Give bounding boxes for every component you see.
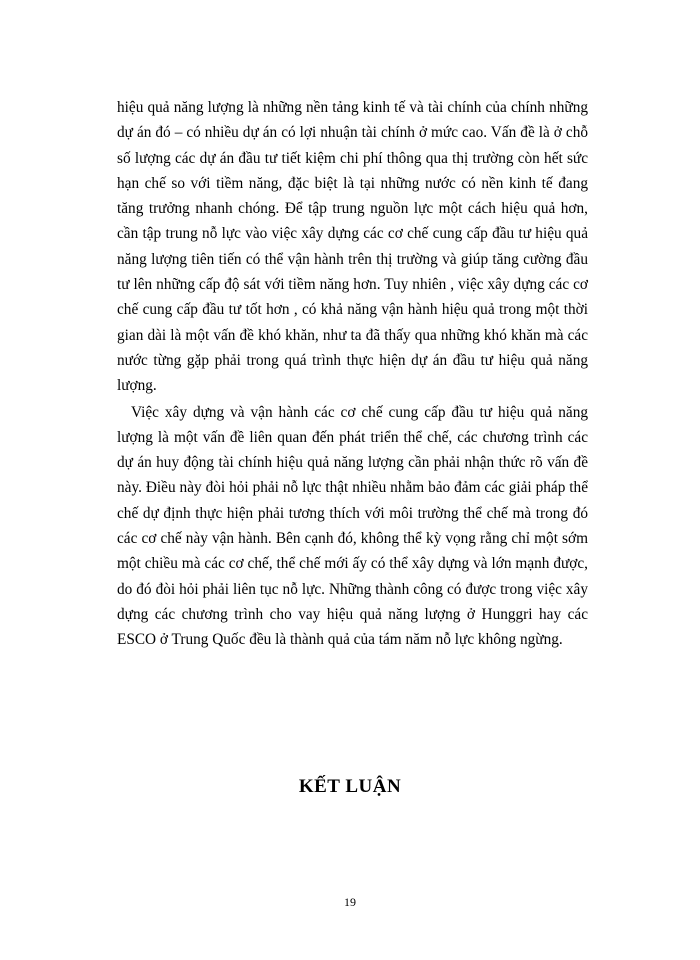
section-heading-conclusion: KẾT LUẬN xyxy=(298,776,402,797)
paragraph-institutional-development: Việc xây dựng và vận hành các cơ chế cung cấp đầu tư hiệu quả năng lượng là một vấn đề liên quan đến phát triển thể chế, các chương trình các dự án huy động tài chính hiệu quả năng lượng cần phải nhận thức rõ vấn đề này. Điều này đòi hỏi phải nỗ lực thật nhiều nhằm bảo đảm các giải pháp thể chế dự định thực hiện phải tương thích với môi trường thể chế mà trong đó các cơ chế này vận hành. Bên cạnh đó, không thể kỳ vọng rằng chỉ một sớm một chiều mà các cơ chế, thể chế mới ấy có thể xây dựng và lớn mạnh được, do đó đòi hỏi phải liên tục nỗ lực. Những thành công có được trong việc xây dựng các chương trình cho vay hiệu quả năng lượng ở Hunggri hay các ESCO ở Trung Quốc đều là thành quả của tám năm nỗ lực không ngừng. xyxy=(117,403,588,649)
page-number: 19 xyxy=(344,895,356,909)
paragraph-continuation: hiệu quả năng lượng là những nền tảng kinh tế và tài chính của chính những dự án đó – có nhiều dự án có lợi nhuận tài chính ở mức cao. Vấn đề là ở chỗ số lượng các dự án đầu tư tiết kiệm chi phí thông qua thị trường còn hết sức hạn chế so với tiềm năng, đặc biệt là tại những nước có nền kinh tế đang tăng trưởng nhanh chóng. Để tập trung nguồn lực một cách hiệu quả hơn, cần tập trung nỗ lực vào việc xây dựng các cơ chế cung cấp đầu tư hiệu quả năng lượng tiên tiến có thể vận hành trên thị trường và giúp tăng cường đầu tư lên những cấp độ sát với tiềm năng hơn. Tuy nhiên , việc xây dựng các cơ chế cung cấp đầu tư tốt hơn , có khả năng vận hành hiệu quả trong một thời gian dài là một vấn đề khó khăn, như ta đã thấy qua những khó khăn mà các nước từng gặp phải trong quá trình thực hiện dự án đầu tư hiệu quả năng lượng. xyxy=(117,99,588,395)
body-text xyxy=(117,95,588,653)
